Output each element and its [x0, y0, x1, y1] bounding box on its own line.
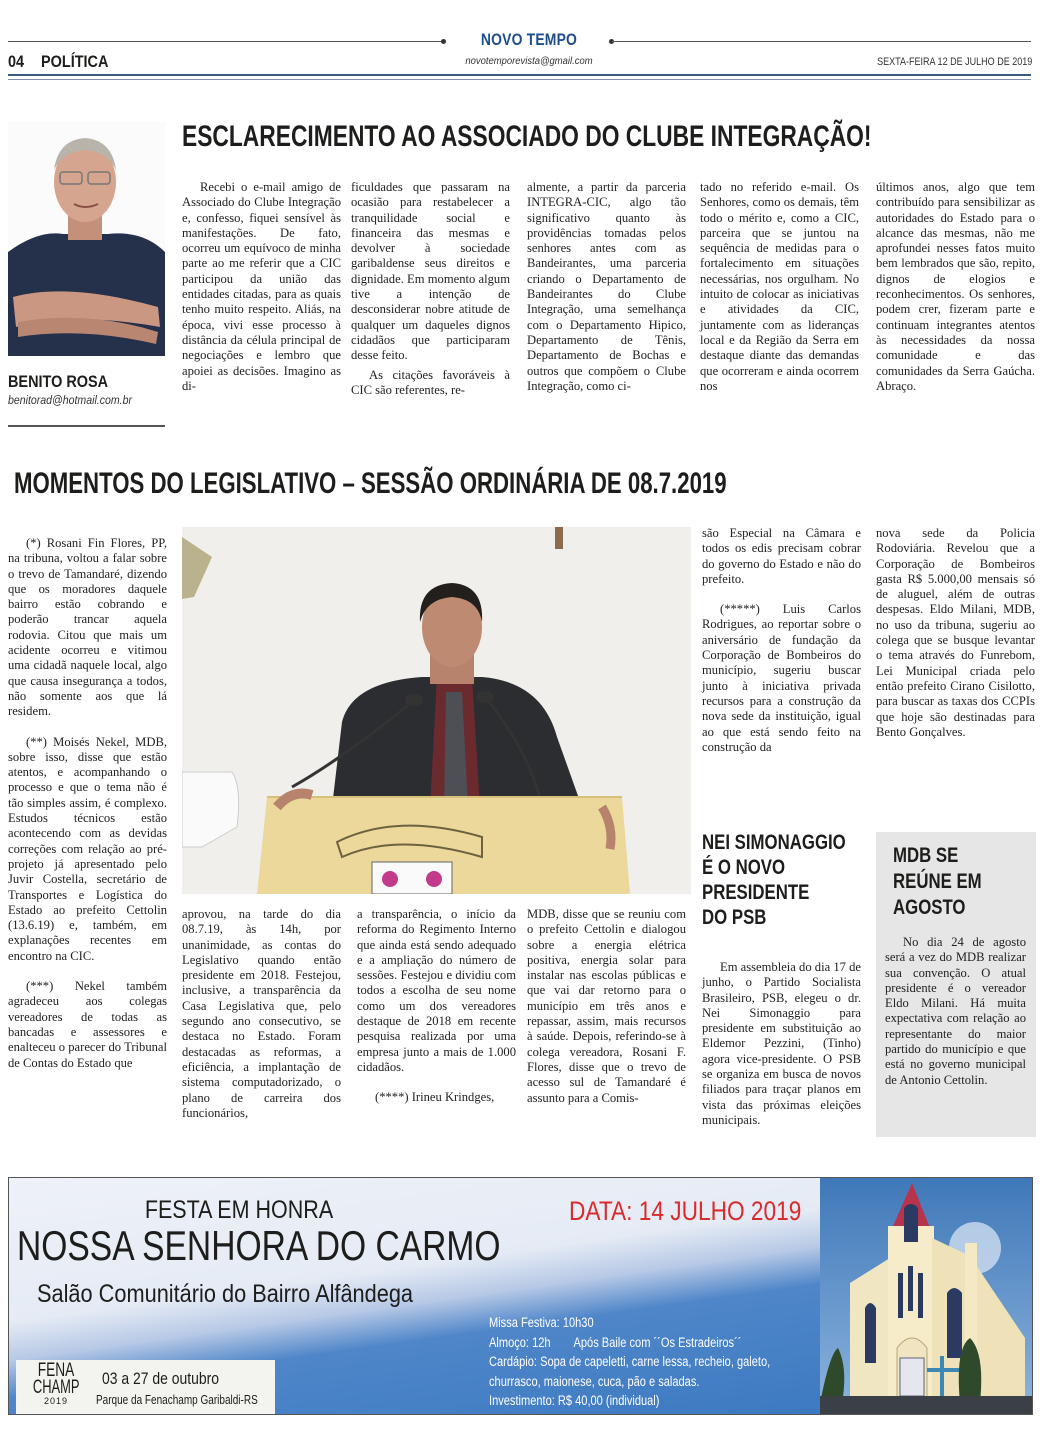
- fenachamp-box: [16, 1360, 275, 1415]
- header-double-rule: [8, 74, 1031, 80]
- article3-headline: [702, 830, 846, 930]
- ad-lunch-line: [489, 1333, 770, 1353]
- paragraph: Em assembleia do dia 17 de junho, o Partido Socialista Brasileiro, PSB, elegeu o dr. Nei Simonaggio para presidente em substituição ao Eldemor Pezzini, (Tinho) agora vice-presidente. O PSB se organiza em busca de novos filiados para traçar planos em vista das próximas eleições municipais.: [702, 960, 861, 1127]
- paragraph: MDB, disse que se reuniu com o prefeito Cettolin e dialogou sobre a energia elétrica positiva, energia solar para instalar nas escolas públicas e que vai dar retorno para o município em três anos e repassar, assim, mais recursos à saúde. Depois, referindo-se à colega vereadora, Rosani F. Flores, disse que o trevo de acesso sul de Tamandaré é assunto para a Comis-: [527, 907, 686, 1105]
- article1-column-5: [876, 180, 1035, 394]
- ad-title: NOSSA SENHORA DO CARMO: [17, 1222, 501, 1269]
- church-photo: [820, 1178, 1032, 1414]
- festa-advertisement: [8, 1177, 1033, 1415]
- article2-column-4: [527, 907, 686, 1106]
- fenachamp-logo: [22, 1362, 90, 1406]
- article2-column-left: [8, 536, 167, 1071]
- paragraph: ficuldades que passaram na ocasião para restabelecer a tranquilidade social e financeira das mesmas e devolver à sociedade garibaldense seus direitos e dignidade. Em momento algum tive a intenção de desconsiderar nobre atitude de qualquer um daqueles dignos cidadãos que participaram desse feito.: [351, 180, 510, 363]
- paragraph: (****) Irineu Krindges,: [375, 1090, 495, 1105]
- ad-mass-time: Missa Festiva: 10h30: [489, 1315, 594, 1330]
- masthead-email: novotemporevista@gmail.com: [465, 55, 593, 67]
- article1-column-3: [527, 180, 686, 394]
- church-photo-icon: [820, 1178, 1032, 1414]
- ad-dance: Após Baile com ´´Os Estradeiros´´: [573, 1334, 742, 1350]
- headline-line: MDB SE: [893, 844, 959, 867]
- article1-headline: ESCLARECIMENTO AO ASSOCIADO DO CLUBE INTEGRAÇÃO!: [182, 120, 872, 153]
- article2-column-2: [182, 907, 341, 1121]
- headline-line: É O NOVO: [702, 856, 786, 879]
- paragraph: As citações favoráveis à CIC são referentes, re-: [351, 367, 510, 397]
- paragraph: Recebi o e-mail amigo de Associado do Clube Integração e, confesso, fiquei sensível às manifestações. De fato, ocorreu um equívoco de minha parte ao me referir que a CIC participou da união das entidades citadas, para as quais tenho muito respeito. Aliás, na época, vivi esse processo à distância da célula principal de negociações e lembro que apoiei as decisões. Imagino as di-: [182, 180, 341, 393]
- ad-date: DATA: 14 JULHO 2019: [569, 1196, 802, 1226]
- fenachamp-place: Parque da Fenachamp Garibaldi-RS: [96, 1393, 258, 1407]
- ad-subtitle: Salão Comunitário do Bairro Alfândega: [37, 1280, 414, 1308]
- fenachamp-logo-year: 2019: [43, 1396, 69, 1406]
- article2-headline: MOMENTOS DO LEGISLATIVO – SESSÃO ORDINÁRIA DE 08.7.2019: [14, 467, 727, 500]
- article2-column-5: [702, 526, 861, 755]
- article1-column-2: [351, 180, 510, 398]
- paragraph: últimos anos, algo que tem contribuído para sensibilizar as autoridades do Estado para o alcance das mesmas, não me aprofundei nesses fatos muito bem lembrados que são, repito, dignos de elogios e reconhecimentos. Os senhores, podem crer, fizeram parte e continuam integrantes atentos às necessidades da nossa comunidade e das comunidades da Serra Gaúcha. Abraço.: [876, 180, 1035, 393]
- article4-body: [885, 935, 1026, 1088]
- councilman-at-podium-photo-icon: [182, 527, 691, 894]
- paragraph: (***) Nekel também agradeceu aos colegas vereadores de todas as bancadas e assessores e enalteceu o parecer do Tribunal de Contas do Estado que: [8, 979, 167, 1070]
- section-name: POLÍTICA: [41, 52, 109, 71]
- fenachamp-dates: 03 a 27 de outubro: [102, 1369, 220, 1388]
- author-portrait-icon: [8, 122, 165, 356]
- headline-line: NEI SIMONAGGIO: [702, 831, 846, 854]
- paragraph: (*) Rosani Fin Flores, PP, na tribuna, voltou a falar sobre o trevo de Tamandaré, dizendo que os moradores daquele bairro estão cobrando e poderão trancar aquela rodovia. Citou que mais um acidente ocorreu e vitimou uma cidadã naquele local, algo que causa insegurança a todos, não somente aos que lá residem.: [8, 536, 167, 719]
- paragraph: almente, a partir da parceria INTEGRA-CIC, algo tão significativo quanto às providências tomadas pelos senhores antes com as Bandeirantes, uma parceria criando o Departamento de Bandeirantes do Clube Integração, uma semelhança com o Departamento Hipico, Departamento de Tênis, Departamento de Bochas e outros que compõem o Clube Integração, como ci-: [527, 180, 686, 393]
- article2-column-6: [876, 526, 1035, 740]
- header-dot-left: [441, 39, 446, 44]
- headline-line: REÚNE EM: [893, 870, 982, 893]
- paragraph: (*****) Luis Carlos Rodrigues, ao reportar sobre o aniversário de fundação da Corporação de Bombeiros do município, sugeriu buscar junto à iniciativa privada recursos para a construção da nova sede da instituição, igual ao que está sendo feito na construção da: [702, 602, 861, 754]
- article2-column-3: [357, 907, 516, 1106]
- author-divider: [8, 425, 165, 427]
- headline-line: PRESIDENTE: [702, 881, 810, 904]
- ad-kicker: FESTA EM HONRA: [144, 1196, 334, 1224]
- fenachamp-logo-line2: CHAMP: [32, 1377, 80, 1398]
- author-photo: [8, 122, 165, 356]
- author-email[interactable]: benitorad@hotmail.com.br: [8, 393, 133, 407]
- ad-menu-line-2: churrasco, maionese, cuca, pão e saladas.: [489, 1373, 700, 1389]
- article4-headline: [893, 843, 982, 921]
- paragraph: a transparência, o início da reforma do Regimento Interno que ainda está sendo adequado e a ampliação do número de sessões. Festejou e dividiu com todos a escolha de seu nome como um dos vereadores destaque de 2018 em recente pesquisa realizada por uma empresa junto a mais de 1.000 cidadãos.: [357, 907, 516, 1074]
- issue-date: SEXTA-FEIRA 12 DE JULHO DE 2019: [876, 56, 1032, 68]
- article1-column-4: [700, 180, 859, 394]
- paragraph: (**) Moisés Nekel, MDB, sobre isso, disse que estão atentos, e acompanhando o processo e que o tema não é tão simples assim, é complexo. Estudos técnicos estão acontecendo com as devidas correções com relação ao pré-projeto já apresentado pelo Juvir Costella, secretário de Transportes e Logística do Estado ao prefeito Cettolin (13.6.19) e, também, em explanações recentes em encontro na CIC.: [8, 734, 167, 963]
- paragraph: aprovou, na tarde do dia 08.7.19, às 14h, por unanimidade, as contas do Legislativo quando então presidente em 2018. Festejou, inclusive, a transparência da Casa Legislativa que, pelo segundo ano consecutivo, se destaca no Estado. Foram destacadas as reformas, a eficiência, a implantação de sistema computadorizado, o plano de carreira dos funcionários,: [182, 907, 341, 1120]
- ad-schedule: [489, 1313, 770, 1411]
- ad-lunch-time: Almoço: 12h: [489, 1334, 551, 1350]
- paragraph: nova sede da Policia Rodoviária. Revelou que a Corporação de Bombeiros gasta R$ 5.000,00 mensais só de aluguel, além de outras despesas. Eldo Milani, MDB, no uso da tribuna, sugeriu ao colega que se busque levantar o tema através do Funrebom, Lei Municipal criada pelo então prefeito Cirano Cisilotto, para buscar as taxas dos CCPIs que hoje são destinadas para Bento Gonçalves.: [876, 526, 1035, 739]
- author-name: BENITO ROSA: [8, 372, 109, 391]
- masthead-brand: NOVO TEMPO: [480, 30, 578, 49]
- article1-column-1: [182, 180, 341, 394]
- ad-price: Investimento: R$ 40,00 (individual): [489, 1393, 660, 1408]
- headline-line: AGOSTO: [893, 896, 966, 919]
- paragraph: No dia 24 de agosto será a vez do MDB realizar sua convenção. O atual presidente é o vereador Eldo Milani. Há muita expectativa com relação ao representante do maior partido do município e que está no governo municipal de Antonio Cettolin.: [885, 935, 1026, 1087]
- header-rule-right: [612, 41, 1031, 42]
- header-rule-left: [8, 41, 442, 42]
- paragraph: são Especial na Câmara e todos os edis precisam cobrar do governo do Estado e não do prefeito.: [702, 526, 861, 586]
- article3-body: [702, 960, 861, 1128]
- councilman-photo: [182, 527, 691, 894]
- fenachamp-logo-line1: FENA: [37, 1360, 75, 1381]
- page-number: 04: [8, 52, 25, 71]
- ad-menu-line-1: Cardápio: Sopa de capeletti, carne lessa, recheio, galeto,: [489, 1354, 771, 1369]
- paragraph: tado no referido e-mail. Os Senhores, como os demais, têm todo o mérito e, como a CIC, parceira que se juntou na sequência de medidas para o fortalecimento em situações necessárias, nos orgulham. No intuito de colocar as iniciativas e atividades da CIC, juntamente com as lideranças local e da Região da Serra em destaque diante das demandas que ocorreram e ainda ocorrem nos: [700, 180, 859, 393]
- headline-line: DO PSB: [702, 906, 767, 929]
